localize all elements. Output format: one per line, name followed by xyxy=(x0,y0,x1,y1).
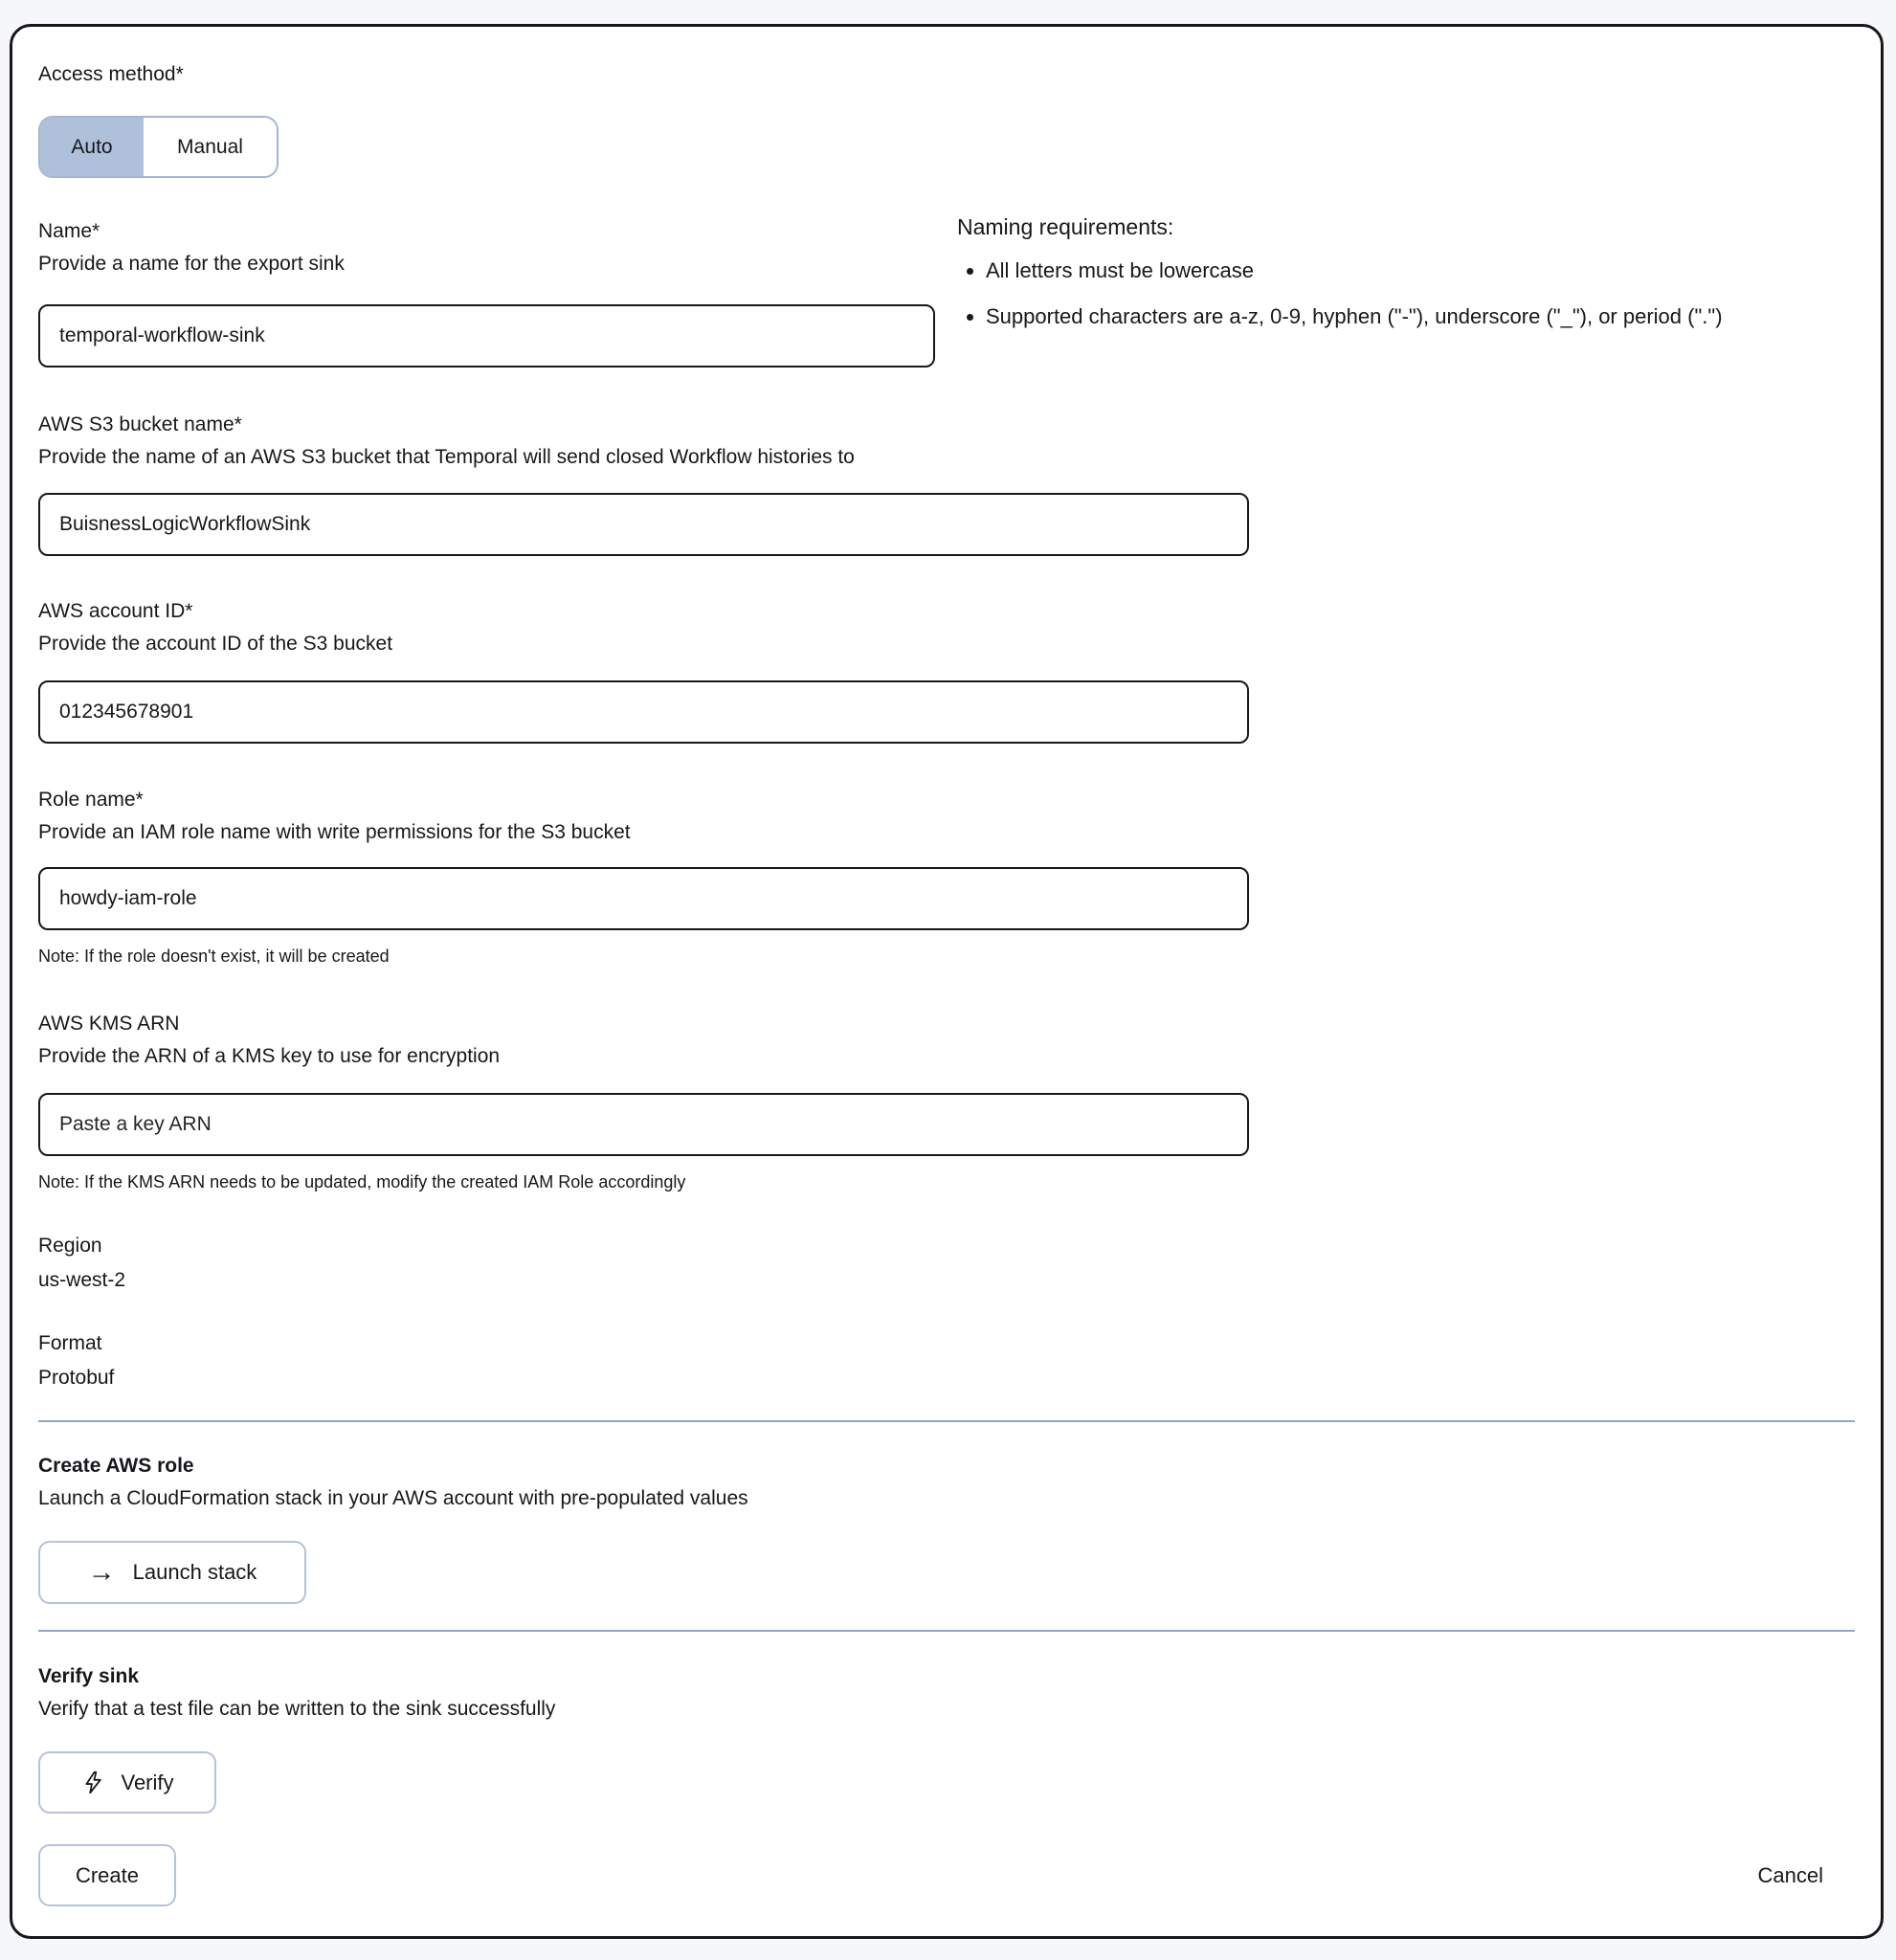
role-name-description: Provide an IAM role name with write permissions for the S3 bucket xyxy=(38,821,631,843)
name-description: Provide a name for the export sink xyxy=(38,253,345,275)
create-button-label: Create xyxy=(75,1862,140,1887)
account-id-description: Provide the account ID of the S3 bucket xyxy=(38,633,393,655)
kms-arn-note: Note: If the KMS ARN needs to be updated, modify the created IAM Role accordingly xyxy=(38,1172,686,1192)
launch-stack-button-label: Launch stack xyxy=(132,1560,257,1584)
access-method-option-manual[interactable]: Manual xyxy=(144,118,277,176)
role-name-input[interactable] xyxy=(38,867,1249,930)
access-method-label: Access method* xyxy=(38,63,184,85)
access-method-toggle[interactable] xyxy=(38,116,279,178)
naming-requirement-item: • All letters must be lowercase xyxy=(986,256,1723,285)
name-input[interactable] xyxy=(38,304,935,368)
naming-requirements-title: Naming requirements: xyxy=(957,214,1174,239)
launch-stack-button[interactable] xyxy=(38,1541,306,1604)
region-label: Region xyxy=(38,1235,102,1257)
kms-arn-description: Provide the ARN of a KMS key to use for encryption xyxy=(38,1045,501,1067)
region-value: us-west-2 xyxy=(38,1269,126,1291)
naming-requirement-item: • Supported characters are a-z, 0-9, hyphen ("-"), underscore ("_"), or period (".") xyxy=(986,302,1723,331)
create-aws-role-description: Launch a CloudFormation stack in your AWS account with pre-populated values xyxy=(38,1487,748,1509)
role-name-note: Note: If the role doesn't exist, it will be created xyxy=(38,947,390,966)
format-label: Format xyxy=(38,1332,102,1354)
bucket-label: AWS S3 bucket name* xyxy=(38,413,242,435)
cancel-button[interactable]: Cancel xyxy=(1757,1862,1823,1887)
create-aws-role-title: Create AWS role xyxy=(38,1455,194,1477)
export-sink-form-panel xyxy=(10,24,1884,1939)
verify-button-label: Verify xyxy=(121,1770,174,1794)
lightning-icon xyxy=(80,1770,106,1795)
naming-requirements xyxy=(957,212,1723,348)
account-id-label: AWS account ID* xyxy=(38,600,193,622)
bucket-input[interactable] xyxy=(38,493,1249,556)
verify-button[interactable] xyxy=(38,1751,216,1814)
access-method-option-auto[interactable]: Auto xyxy=(40,118,144,176)
name-label: Name* xyxy=(38,220,100,242)
divider xyxy=(38,1420,1855,1422)
bucket-description: Provide the name of an AWS S3 bucket that Temporal will send closed Workflow histories to xyxy=(38,446,855,468)
format-value: Protobuf xyxy=(38,1367,115,1389)
verify-sink-description: Verify that a test file can be written to the sink successfully xyxy=(38,1698,556,1720)
naming-requirements-list xyxy=(957,256,1723,331)
arrow-right-icon: → xyxy=(87,1556,116,1588)
role-name-label: Role name* xyxy=(38,789,144,811)
kms-arn-label: AWS KMS ARN xyxy=(38,1013,180,1035)
create-button[interactable] xyxy=(38,1844,176,1906)
divider xyxy=(38,1630,1855,1632)
kms-arn-input[interactable] xyxy=(38,1093,1249,1156)
verify-sink-title: Verify sink xyxy=(38,1665,140,1687)
account-id-input[interactable] xyxy=(38,680,1249,744)
